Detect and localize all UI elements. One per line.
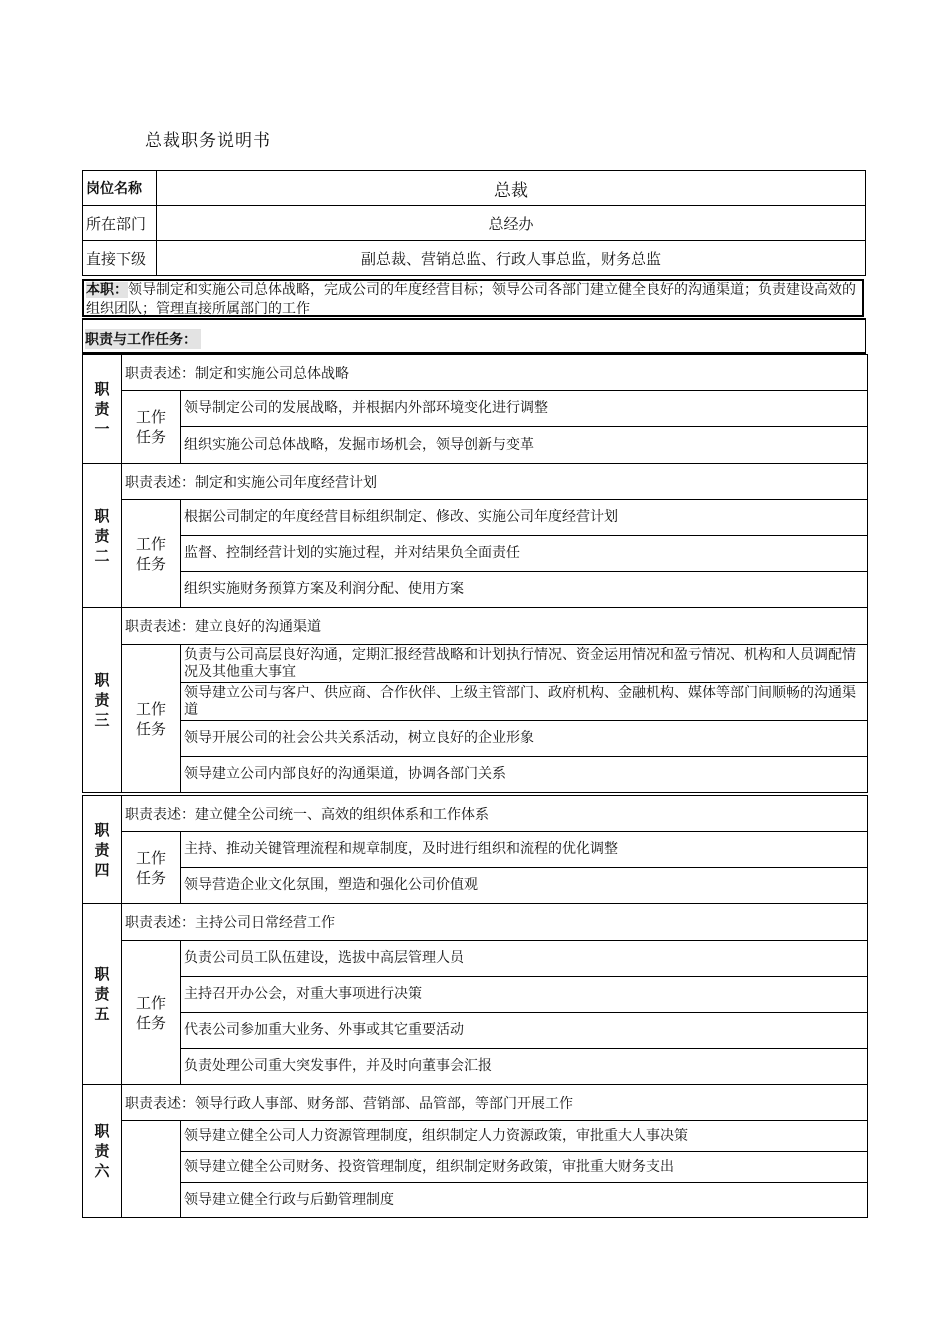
task-row bbox=[83, 683, 868, 721]
duty-number bbox=[83, 1085, 122, 1218]
duty-number-char: 四 bbox=[94, 860, 110, 879]
duty-number-char: 责 bbox=[94, 985, 110, 1003]
task-label-line: 任务 bbox=[135, 1013, 166, 1032]
duty-number-char: 职 bbox=[94, 1122, 110, 1140]
task-item: 组织实施公司总体战略，发掘市场机会，领导创新与变革 bbox=[181, 427, 868, 464]
task-row bbox=[83, 721, 868, 757]
task-label bbox=[122, 500, 181, 608]
task-item: 负责处理公司重大突发事件，并及时向董事会汇报 bbox=[181, 1049, 868, 1085]
duty-number-char: 责 bbox=[94, 1142, 110, 1160]
task-item: 领导建立健全行政与后勤管理制度 bbox=[181, 1183, 868, 1218]
duty-number-char: 职 bbox=[94, 380, 110, 398]
task-label-line: 任务 bbox=[135, 719, 166, 738]
duty-description: 职责表述：领导行政人事部、财务部、营销部、品管部，等部门开展工作 bbox=[122, 1085, 868, 1121]
dept-label: 所在部门 bbox=[83, 206, 157, 241]
duty-number-char: 一 bbox=[94, 420, 110, 438]
task-item: 领导建立健全公司财务、投资管理制度，组织制定财务政策，审批重大财务支出 bbox=[181, 1152, 868, 1183]
subordinate-row bbox=[83, 241, 866, 276]
subordinate-label: 直接下级 bbox=[83, 241, 157, 276]
task-item: 领导营造企业文化氛围，塑造和强化公司价值观 bbox=[181, 868, 868, 904]
core-duty-box bbox=[82, 279, 864, 317]
task-row bbox=[83, 1013, 868, 1049]
task-item: 监督、控制经营计划的实施过程，并对结果负全面责任 bbox=[181, 536, 868, 572]
task-label-line: 工作 bbox=[135, 848, 166, 867]
duty-number bbox=[83, 464, 122, 608]
task-item: 根据公司制定的年度经营目标组织制定、修改、实施公司年度经营计划 bbox=[181, 500, 868, 536]
core-duty-text: 领导制定和实施公司总体战略，完成公司的年度经营目标；领导公司各部门建立健全良好的沟通渠道；负责建设高效的组织团队；管理直接所属部门的工作 bbox=[86, 282, 856, 317]
duty-number-char: 六 bbox=[94, 1162, 110, 1180]
position-label: 岗位名称 bbox=[83, 171, 157, 206]
duties-heading-row bbox=[82, 318, 866, 354]
task-row bbox=[83, 1049, 868, 1085]
duty-number-char: 五 bbox=[94, 1005, 110, 1023]
dept-value: 总经办 bbox=[157, 206, 866, 241]
task-item: 负责公司员工队伍建设，选拔中高层管理人员 bbox=[181, 941, 868, 977]
task-label bbox=[122, 645, 181, 793]
task-item: 领导建立健全公司人力资源管理制度，组织制定人力资源政策，审批重大人事决策 bbox=[181, 1121, 868, 1152]
duty-table bbox=[82, 1084, 868, 1218]
task-label bbox=[122, 391, 181, 464]
duty-number bbox=[83, 904, 122, 1085]
task-row bbox=[83, 977, 868, 1013]
core-duty-label: 本职： bbox=[86, 282, 128, 298]
task-label-line: 工作 bbox=[135, 408, 166, 426]
duty-number-char: 三 bbox=[94, 711, 110, 729]
duty-number-char: 责 bbox=[94, 691, 110, 709]
task-label-line: 任务 bbox=[135, 428, 166, 446]
task-item: 主持、推动关键管理流程和规章制度，及时进行组织和流程的优化调整 bbox=[181, 832, 868, 868]
task-label bbox=[122, 1121, 181, 1218]
duty-number-char: 责 bbox=[94, 840, 110, 859]
position-row bbox=[83, 171, 866, 206]
task-row bbox=[83, 427, 868, 464]
duty-description: 职责表述：制定和实施公司总体战略 bbox=[122, 355, 868, 391]
task-label-line: 工作 bbox=[135, 534, 166, 553]
task-item: 领导建立公司内部良好的沟通渠道，协调各部门关系 bbox=[181, 757, 868, 793]
task-label-line: 任务 bbox=[135, 868, 166, 887]
duty-desc-row bbox=[83, 608, 868, 645]
task-row bbox=[83, 536, 868, 572]
duty-table bbox=[82, 354, 868, 464]
duty-table bbox=[82, 463, 868, 608]
duty-desc-row bbox=[83, 464, 868, 500]
task-row bbox=[83, 391, 868, 427]
duty-number-char: 责 bbox=[94, 526, 110, 545]
duty-description: 职责表述：主持公司日常经营工作 bbox=[122, 904, 868, 941]
duty-description: 职责表述：制定和实施公司年度经营计划 bbox=[122, 464, 868, 500]
task-label-line: 工作 bbox=[135, 699, 166, 718]
duty-number-char: 职 bbox=[94, 820, 110, 839]
duty-number bbox=[83, 355, 122, 464]
duty-table bbox=[82, 903, 868, 1085]
task-row bbox=[83, 572, 868, 608]
task-row bbox=[83, 1183, 868, 1218]
duty-number bbox=[83, 608, 122, 793]
task-label bbox=[122, 941, 181, 1085]
task-row bbox=[83, 832, 868, 868]
duty-desc-row bbox=[83, 796, 868, 832]
task-item: 代表公司参加重大业务、外事或其它重要活动 bbox=[181, 1013, 868, 1049]
duty-number-char: 责 bbox=[94, 400, 110, 418]
duty-number-char: 二 bbox=[94, 546, 110, 565]
task-row bbox=[83, 500, 868, 536]
task-label bbox=[122, 832, 181, 904]
task-item: 主持召开办公会，对重大事项进行决策 bbox=[181, 977, 868, 1013]
header-table bbox=[82, 170, 866, 276]
duty-table bbox=[82, 795, 868, 904]
task-item: 领导开展公司的社会公共关系活动，树立良好的企业形象 bbox=[181, 721, 868, 757]
task-item: 领导制定公司的发展战略，并根据内外部环境变化进行调整 bbox=[181, 391, 868, 427]
subordinate-value: 副总裁、营销总监、行政人事总监，财务总监 bbox=[157, 241, 866, 276]
duty-desc-row bbox=[83, 1085, 868, 1121]
dept-row bbox=[83, 206, 866, 241]
task-row bbox=[83, 645, 868, 683]
duty-number-char: 职 bbox=[94, 965, 110, 983]
document-title: 总裁职务说明书 bbox=[145, 131, 271, 151]
task-item: 组织实施财务预算方案及利润分配、使用方案 bbox=[181, 572, 868, 608]
duty-description: 职责表述：建立良好的沟通渠道 bbox=[122, 608, 868, 645]
task-row bbox=[83, 868, 868, 904]
task-row bbox=[83, 1121, 868, 1152]
task-item: 负责与公司高层良好沟通，定期汇报经营战略和计划执行情况、资金运用情况和盈亏情况、机构和人员调配情况及其他重大事宜 bbox=[181, 645, 868, 683]
task-label-line: 任务 bbox=[135, 554, 166, 573]
duty-number-char: 职 bbox=[94, 506, 110, 525]
duty-table bbox=[82, 607, 868, 793]
duty-number bbox=[83, 796, 122, 904]
position-value: 总裁 bbox=[157, 171, 866, 206]
duty-desc-row bbox=[83, 355, 868, 391]
duties-heading: 职责与工作任务： bbox=[85, 329, 201, 349]
task-row bbox=[83, 757, 868, 793]
duty-desc-row bbox=[83, 904, 868, 941]
duty-description: 职责表述：建立健全公司统一、高效的组织体系和工作体系 bbox=[122, 796, 868, 832]
task-row bbox=[83, 941, 868, 977]
task-item: 领导建立公司与客户、供应商、合作伙伴、上级主管部门、政府机构、金融机构、媒体等部门间顺畅的沟通渠道 bbox=[181, 683, 868, 721]
task-label-line: 工作 bbox=[135, 993, 166, 1012]
duty-number-char: 职 bbox=[94, 671, 110, 689]
task-row bbox=[83, 1152, 868, 1183]
